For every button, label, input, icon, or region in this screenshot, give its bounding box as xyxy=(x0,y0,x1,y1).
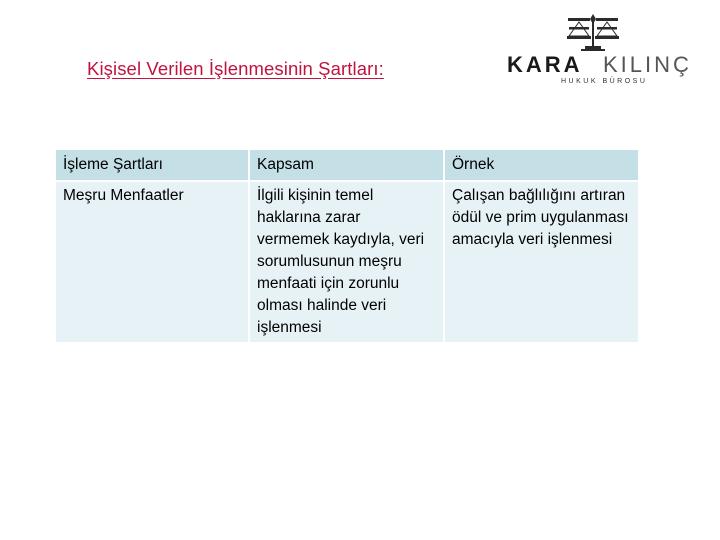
column-header-example: Örnek xyxy=(444,149,639,181)
column-header-scope: Kapsam xyxy=(249,149,444,181)
cell-scope: İlgili kişinin temel haklarına zarar vermemek kaydıyla, veri sorumlusunun meşru menfaati için zorunlu olması halinde veri işlenmesi xyxy=(249,181,444,343)
firm-logo xyxy=(505,14,710,86)
logo-subtitle: HUKUK BÜROSU xyxy=(561,78,648,85)
cell-example: Çalışan bağlılığını artıran ödül ve prim uygulanması amacıyla veri işlenmesi xyxy=(444,181,639,343)
logo-name-right: KILINÇ xyxy=(603,52,692,77)
cell-condition: Meşru Menfaatler xyxy=(55,181,249,343)
processing-conditions-table xyxy=(54,148,640,344)
table-header-row xyxy=(55,149,639,181)
column-header-conditions: İşleme Şartları xyxy=(55,149,249,181)
slide-title: Kişisel Verilen İşlenmesinin Şartları: xyxy=(87,58,384,79)
scales-of-justice-icon xyxy=(563,14,623,52)
table-row xyxy=(55,181,639,343)
logo-name-left: KARA xyxy=(507,52,583,77)
